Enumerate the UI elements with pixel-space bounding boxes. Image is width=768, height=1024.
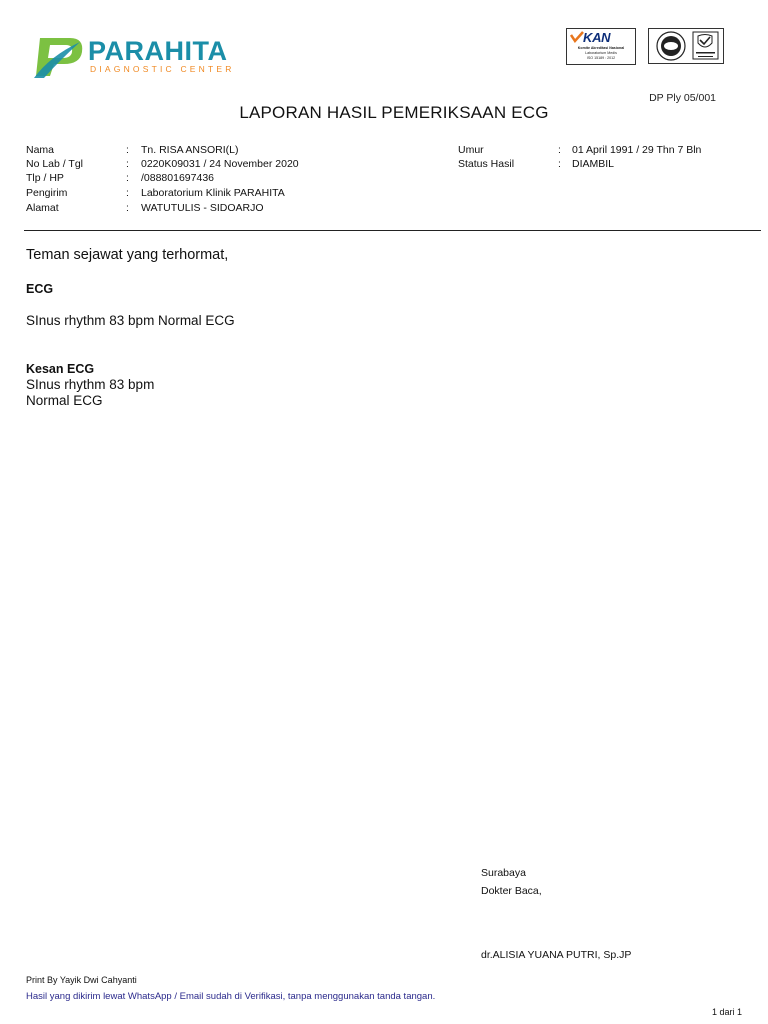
info-label: No Lab / Tgl xyxy=(26,158,84,170)
kan-logo-text: KAN xyxy=(583,30,611,45)
kesan-line: Normal ECG xyxy=(26,393,103,408)
verification-note: Hasil yang dikirim lewat WhatsApp / Email sudah di Verifikasi, tanpa menggunakan tanda tangan. xyxy=(26,991,436,1002)
signature-city: Surabaya xyxy=(481,867,526,879)
page-title: LAPORAN HASIL PEMERIKSAAN ECG xyxy=(239,103,549,122)
kesan-heading: Kesan ECG xyxy=(26,362,95,376)
document-code: DP Ply 05/001 xyxy=(649,92,716,104)
info-separator: : xyxy=(126,187,129,199)
info-value: Laboratorium Klinik PARAHITA xyxy=(141,187,285,199)
info-label: Status Hasil xyxy=(458,158,515,170)
brand-subtitle: DIAGNOSTIC CENTER xyxy=(90,64,235,74)
kan-line-2: Laboratorium Medis xyxy=(585,51,617,55)
signature-doctor-name: dr.ALISIA YUANA PUTRI, Sp.JP xyxy=(481,949,632,961)
info-label: Tlp / HP xyxy=(26,172,64,184)
info-separator: : xyxy=(126,158,129,170)
info-separator: : xyxy=(558,144,561,156)
info-label: Alamat xyxy=(26,202,59,214)
info-separator: : xyxy=(558,158,561,170)
info-label: Nama xyxy=(26,144,55,156)
info-label: Pengirim xyxy=(26,187,68,199)
info-value: DIAMBIL xyxy=(572,158,615,170)
signature-role: Dokter Baca, xyxy=(481,885,542,897)
kesan-line: SInus rhythm 83 bpm xyxy=(26,377,155,392)
info-separator: : xyxy=(126,144,129,156)
info-label: Umur xyxy=(458,144,484,156)
brand-name: PARAHITA xyxy=(88,36,228,66)
ecg-heading: ECG xyxy=(26,282,54,296)
print-by-text: Print By Yayik Dwi Cahyanti xyxy=(26,975,137,985)
page-number: 1 dari 1 xyxy=(711,1007,742,1017)
info-value: 01 April 1991 / 29 Thn 7 Bln xyxy=(572,144,702,156)
ecg-result: SInus rhythm 83 bpm Normal ECG xyxy=(26,313,235,328)
info-value: Tn. RISA ANSORI(L) xyxy=(141,144,239,156)
header-divider xyxy=(24,230,761,231)
ukas-certification-badge xyxy=(648,28,724,64)
greeting-text: Teman sejawat yang terhormat, xyxy=(26,247,229,263)
info-separator: : xyxy=(126,172,129,184)
parahita-logo xyxy=(30,36,270,80)
kan-line-1: Komite Akreditasi Nasional xyxy=(577,46,625,50)
parahita-leaf-icon xyxy=(30,36,86,80)
kan-line-3: ISO 15189 : 2012 xyxy=(586,56,616,60)
ukas-seal-icon xyxy=(649,29,723,63)
kan-accreditation-badge xyxy=(566,28,636,65)
info-value: WATUTULIS - SIDOARJO xyxy=(141,202,264,214)
info-value: 0220K09031 / 24 November 2020 xyxy=(141,158,299,170)
info-value: /088801697436 xyxy=(141,172,214,184)
info-separator: : xyxy=(126,202,129,214)
